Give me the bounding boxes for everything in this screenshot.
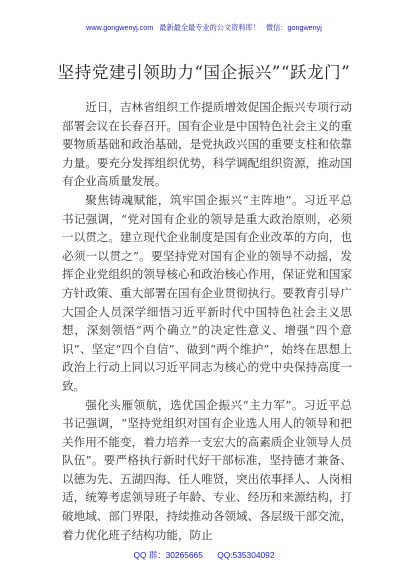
paragraph-soul: 聚焦铸魂赋能，筑牢国企振兴“主阵地”。习近平总书记强调，“党对国有企业的领导是重大政治原则，必须一以贯之。建立现代企业制度是国有企业改革的方向，也必须一以贯之”。要坚持党对国有企业的领导不动摇，发挥企业党组织的领导核心和政治核心作用，保证党和国家方针政策、重大部署在国有企业贯彻执行。要教育引导广大国企人员深学细悟习近平新时代中国特色社会主义思想，深刻领悟“两个确立”的决定性意义、增强“四个意识”、坚定“四个自信”、做到“两个维护”，始终在思想上政治上行动上同以习近平同志为核心的党中央保持高度一致。 xyxy=(62,192,352,393)
document-body xyxy=(62,98,352,544)
qq-group: QQ 群：30265665 xyxy=(133,550,203,560)
site-url: www.gongwenyj.com xyxy=(86,23,154,32)
document-title: 坚持党建引领助力“国企振兴”“跃龙门” xyxy=(57,63,351,82)
paragraph-leaders: 强化头雁领航，选优国企振兴“主力军”。习近平总书记强调，“坚持党组织对国有企业选人用人的领导和把关作用不能变，着力培养一支宏大的高素质企业领导人员队伍”。要严格执行新时代好干部标准，坚持德才兼备、以德为先、五湖四海、任人唯贤，突出依事择人、人岗相适，统筹考虑领导班子年龄、专业、经历和来源结构，打破地域、部门界限，持续推动各领域、各层级干部交流，着力优化班子结构功能，防止 xyxy=(62,397,352,542)
page-footer xyxy=(0,550,408,560)
page-header xyxy=(0,23,408,32)
qq-contact: QQ:535304092 xyxy=(217,550,275,560)
paragraph-intro: 近日，吉林省组织工作提质增效促国企振兴专项行动部署会议在长春召开。国有企业是中国特色社会主义的重要物质基础和政治基础，是党执政兴国的重要支柱和依靠力量。要充分发挥组织优势，科学调配组织资源，推动国有企业高质量发展。 xyxy=(62,100,352,189)
wechat-id: 微信：gongwenyj xyxy=(265,23,322,32)
site-slogan: 最新最全最专业的公文资料库！ xyxy=(159,23,260,32)
